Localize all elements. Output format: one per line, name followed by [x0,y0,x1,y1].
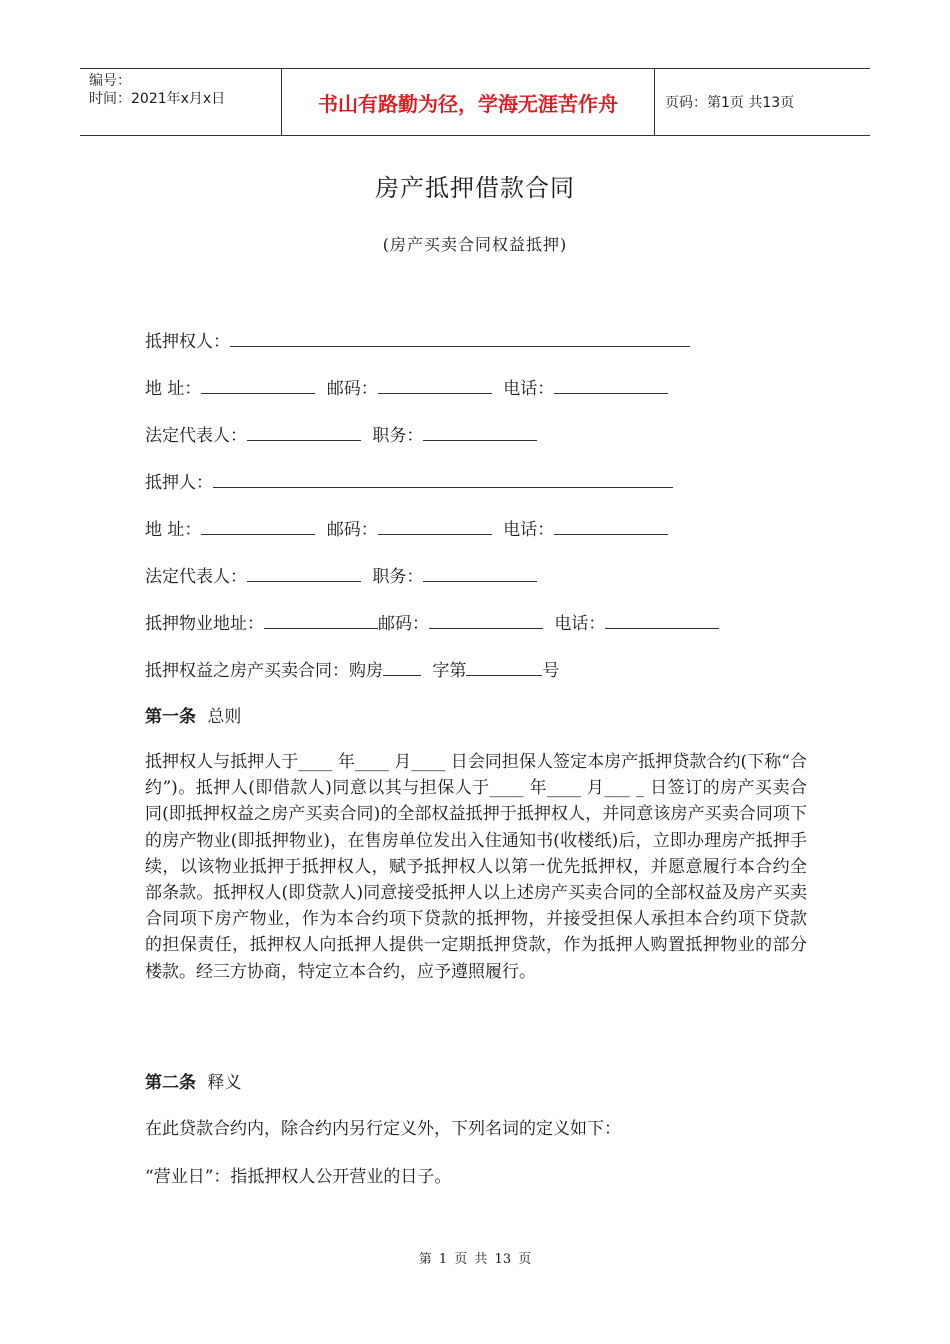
position-label: 职务： [372,567,424,587]
mortgagor-line [145,469,673,494]
mortgagee-rep-line [145,422,537,447]
time-label: 时间：2021年x月x日 [89,91,226,107]
mortgagor-blank[interactable] [213,469,673,488]
header-page-info: 页码：第1页 共13页 [665,95,795,111]
header-meta-cell [80,69,282,135]
postcode-label: 邮码： [326,379,378,399]
contract-number-blank[interactable] [466,657,542,676]
phone-label: 电话： [503,520,555,540]
postcode-blank[interactable] [429,610,543,629]
postcode-label: 邮码： [326,520,378,540]
article-2-heading [145,1072,241,1094]
position-blank[interactable] [423,422,537,441]
position-label: 职务： [372,426,424,446]
legal-rep-label: 法定代表人： [145,567,247,587]
contract-number-line [145,657,559,682]
mortgagor-label: 抵押人： [145,473,213,493]
contract-zi-label: 字第 [432,661,467,681]
address-label: 地 址： [145,520,202,540]
header-motto: 书山有路勤为径，学海无涯苦作舟 [282,69,655,135]
mortgagee-address-line [145,375,668,400]
phone-blank[interactable] [554,516,668,535]
property-address-blank[interactable] [264,610,378,629]
contract-label: 抵押权益之房产买卖合同：购房 [145,661,383,681]
address-blank[interactable] [201,375,315,394]
article-1-title: 总则 [207,707,242,727]
article-2-definition: “营业日”：指抵押权人公开营业的日子。 [145,1167,452,1187]
postcode-blank[interactable] [378,375,492,394]
article-2-number: 第二条 [145,1073,196,1093]
address-label: 地 址： [145,379,202,399]
article-1-heading [145,706,241,728]
phone-blank[interactable] [605,610,719,629]
mortgagee-blank[interactable] [230,328,690,347]
document-subtitle: (房产买卖合同权益抵押) [382,235,568,254]
article-1-body: 抵押权人与抵押人于____ 年____ 月____ 日会同担保人签定本房产抵押贷款合约(下称“合约”)。抵押人(即借款人)同意以其与担保人于____ 年____ 月___ _ 日签订的房产买卖合同(即抵押权益之房产买卖合同)的全部权益抵押于抵押权人，并同意该房产买卖合同项下的房产物业(即抵押物业)，在售房单位发出入住通知书(收楼纸)后，立即办理房产抵押手续，以该物业抵押于抵押权人，赋予抵押权人以第一优先抵押权，并愿意履行本合约全部条款。抵押权人(即贷款人)同意接受抵押人以上述房产买卖合同的全部权益及房产买卖合同项下房产物业，作为本合约项下贷款的抵押物，并接受担保人承担本合约项下贷款的担保责任，抵押权人向抵押人提供一定期抵押贷款，作为抵押人购置抵押物业的部分楼款。经三方协商，特定立本合约，应予遵照履行。 [145,752,807,982]
legal-rep-blank[interactable] [247,563,361,582]
page-footer: 第 1 页 共 13 页 [418,1252,532,1267]
contract-prefix-blank[interactable] [383,657,421,676]
mortgagor-rep-line [145,563,537,588]
mortgagee-label: 抵押权人： [145,332,230,352]
property-address-label: 抵押物业地址： [145,614,264,634]
mortgagor-address-line [145,516,668,541]
document-header [80,68,870,136]
phone-blank[interactable] [554,375,668,394]
article-1-number: 第一条 [145,707,196,727]
article-2-intro: 在此贷款合约内，除合约内另行定义外，下列名词的定义如下： [145,1119,621,1139]
contract-hao-label: 号 [542,661,560,681]
article-2-title: 释义 [207,1073,242,1093]
phone-label: 电话： [554,614,606,634]
position-blank[interactable] [423,563,537,582]
number-label: 编号： [89,73,131,89]
document-title: 房产抵押借款合同 [375,174,575,202]
postcode-label: 邮码： [378,614,429,634]
phone-label: 电话： [503,379,555,399]
legal-rep-blank[interactable] [247,422,361,441]
property-address-line [145,610,719,635]
postcode-blank[interactable] [378,516,492,535]
address-blank[interactable] [201,516,315,535]
mortgagee-line [145,328,690,353]
legal-rep-label: 法定代表人： [145,426,247,446]
